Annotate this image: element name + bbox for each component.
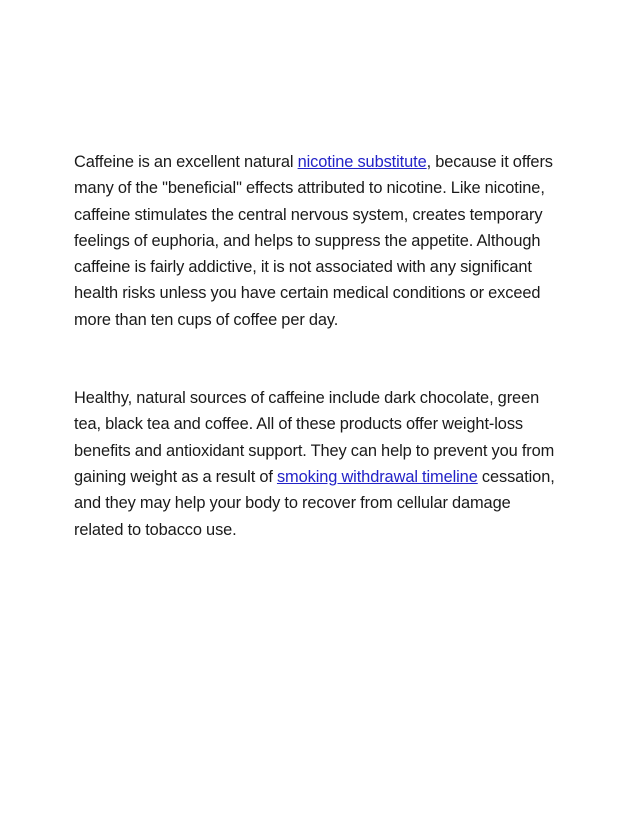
nicotine-substitute-link[interactable]: nicotine substitute — [297, 153, 427, 171]
document-body — [74, 149, 564, 543]
paragraph-2-text-start: Healthy, natural sources of caffeine include dark chocolate, green tea, black tea and coffee. All of these products offer weight-loss benefits and antioxidant support. They can help to prevent you from gaining weight as a result of — [74, 389, 555, 486]
paragraph-1-text-end: , because it offers many of the "beneficial" effects attributed to nicotine. Like nicotine, caffeine stimulates the central nervous system, creates temporary feelings of euphoria, and helps to suppress the appetite. Although caffeine is fairly addictive, it is not associated with any significant health risks unless you have certain medical conditions or exceed more than ten cups of coffee per day. — [74, 153, 553, 329]
paragraph-2-text-end: cessation, and they may help your body to recover from cellular damage related to tobacco use. — [74, 467, 555, 539]
paragraph-1-text-start: Caffeine is an excellent natural — [74, 153, 298, 171]
paragraph-caffeine-substitute — [74, 149, 564, 333]
smoking-withdrawal-timeline-link[interactable]: smoking withdrawal timeline — [276, 467, 478, 486]
paragraph-caffeine-sources — [74, 385, 564, 543]
